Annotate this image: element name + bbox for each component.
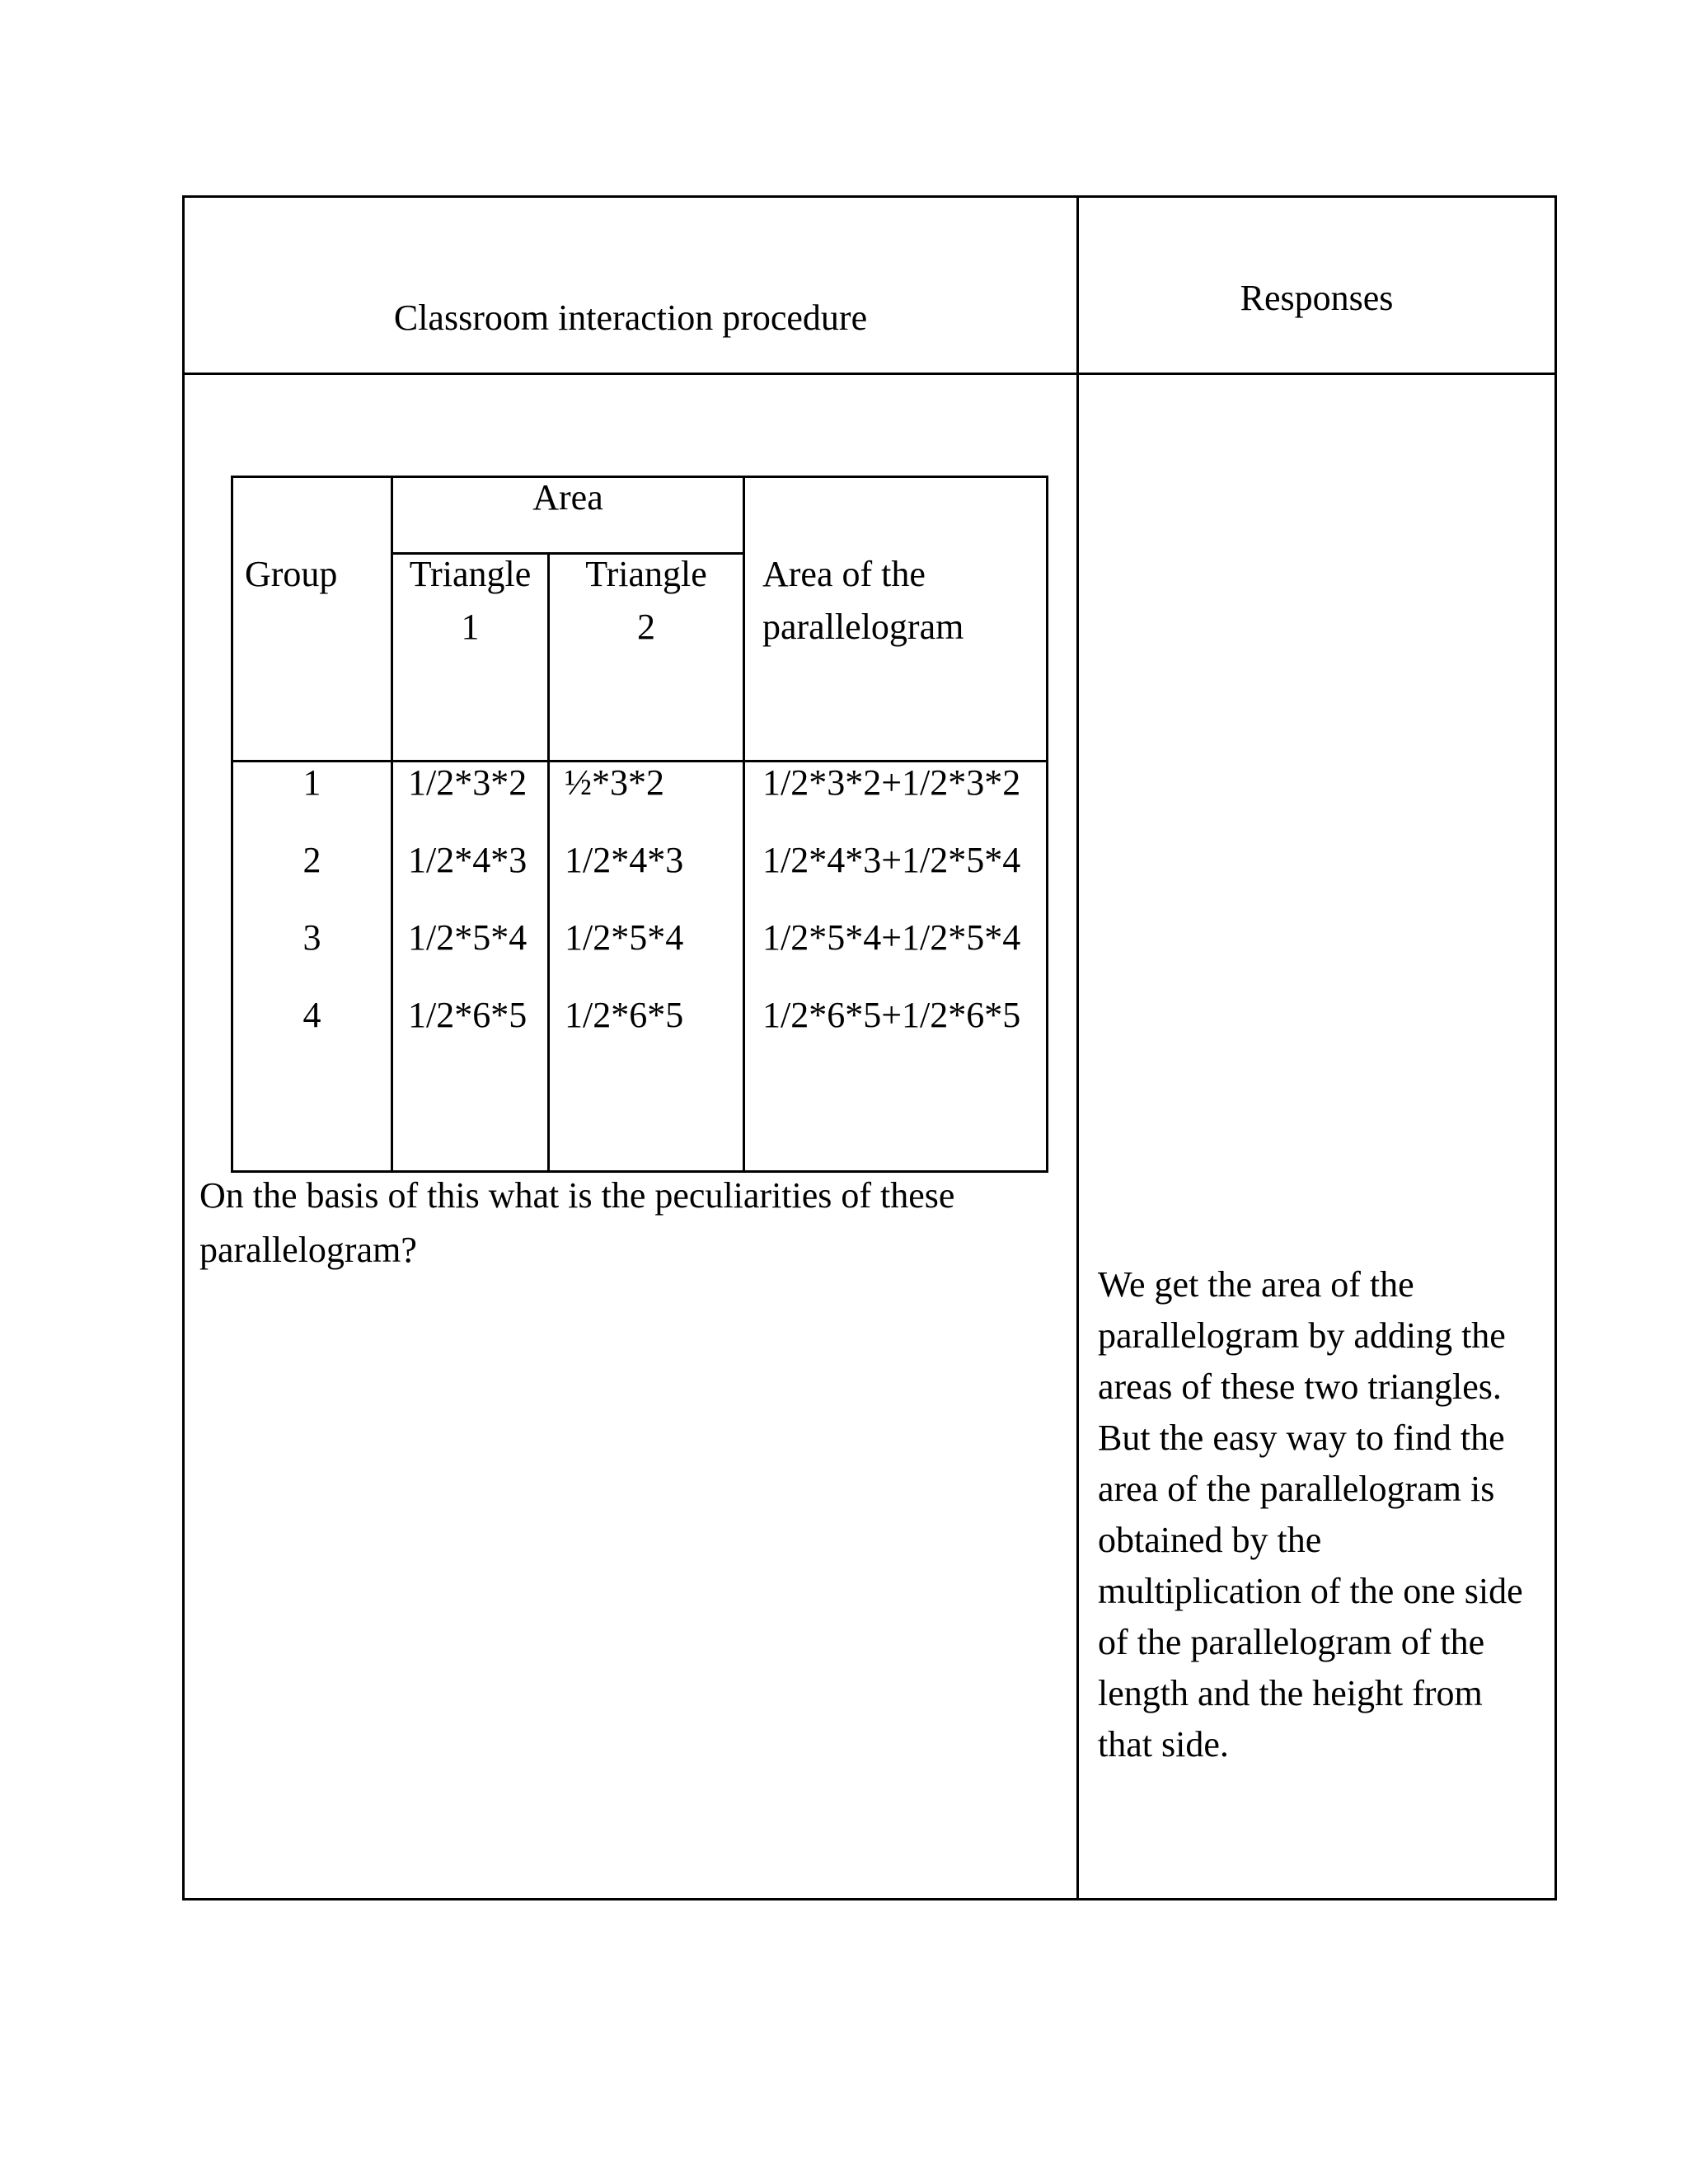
row-4-parallelogram: 1/2*6*5+1/2*6*5: [762, 995, 1021, 1035]
inner-table-left-border: [231, 476, 233, 1173]
inner-header-parallelogram: [762, 548, 964, 654]
outer-table-bottom-border: [182, 1898, 1557, 1900]
response-line-9: length and the height from: [1098, 1673, 1483, 1713]
row-4-group: 4: [302, 995, 321, 1035]
response-line-3: areas of these two triangles.: [1098, 1366, 1502, 1407]
row-3-triangle-1: 1/2*5*4: [408, 917, 528, 958]
outer-table-left-border: [182, 195, 185, 1900]
outer-table-top-border: [182, 195, 1557, 198]
row-2-parallelogram: 1/2*4*3+1/2*5*4: [762, 840, 1021, 880]
peculiarities-question: [199, 1169, 1073, 1277]
row-4-triangle-1: 1/2*6*5: [408, 995, 528, 1035]
response-line-6: obtained by the: [1098, 1520, 1322, 1560]
row-3-triangle-2: 1/2*5*4: [565, 917, 684, 958]
response-line-8: of the parallelogram of the: [1098, 1622, 1485, 1662]
row-3-parallelogram: 1/2*5*4+1/2*5*4: [762, 917, 1021, 958]
row-2-group: 2: [302, 840, 321, 880]
inner-header-triangle-1: [393, 548, 547, 654]
question-line-2: parallelogram?: [199, 1230, 417, 1270]
inner-header-triangle-1-line2: 1: [461, 607, 480, 647]
response-line-4: But the easy way to find the: [1098, 1418, 1505, 1458]
outer-table-column-divider: [1076, 195, 1079, 1900]
response-line-10: that side.: [1098, 1724, 1229, 1765]
question-line-1: On the basis of this what is the peculiarities of these: [199, 1175, 955, 1216]
response-line-7: multiplication of the one side: [1098, 1571, 1523, 1611]
row-1-triangle-1: 1/2*3*2: [408, 762, 528, 803]
response-line-5: area of the parallelogram is: [1098, 1469, 1495, 1509]
inner-header-group: Group: [245, 554, 338, 594]
row-2-triangle-2: 1/2*4*3: [565, 840, 684, 880]
header-responses: Responses: [1240, 278, 1394, 318]
row-4-triangle-2: 1/2*6*5: [565, 995, 684, 1035]
response-line-1: We get the area of the: [1098, 1264, 1414, 1305]
inner-header-area: Area: [532, 477, 603, 518]
response-text: [1098, 1259, 1559, 1770]
inner-table-right-border: [1046, 476, 1048, 1173]
row-3-group: 3: [302, 917, 321, 958]
inner-header-triangle-2-line2: 2: [637, 607, 655, 647]
header-classroom-procedure: Classroom interaction procedure: [393, 298, 868, 338]
inner-header-triangle-2: [550, 548, 743, 654]
row-1-parallelogram: 1/2*3*2+1/2*3*2: [762, 762, 1021, 803]
inner-header-parallelogram-line2: parallelogram: [762, 607, 964, 647]
outer-table-header-divider: [182, 373, 1557, 375]
inner-table-area-divider: [743, 476, 745, 1173]
inner-header-triangle-2-line1: Triangle: [585, 554, 707, 594]
row-1-group: 1: [302, 762, 321, 803]
response-line-2: parallelogram by adding the: [1098, 1315, 1506, 1356]
inner-header-triangle-1-line1: Triangle: [409, 554, 532, 594]
inner-header-parallelogram-line1: Area of the: [762, 554, 926, 594]
row-2-triangle-1: 1/2*4*3: [408, 840, 528, 880]
row-1-triangle-2: ½*3*2: [565, 762, 664, 803]
